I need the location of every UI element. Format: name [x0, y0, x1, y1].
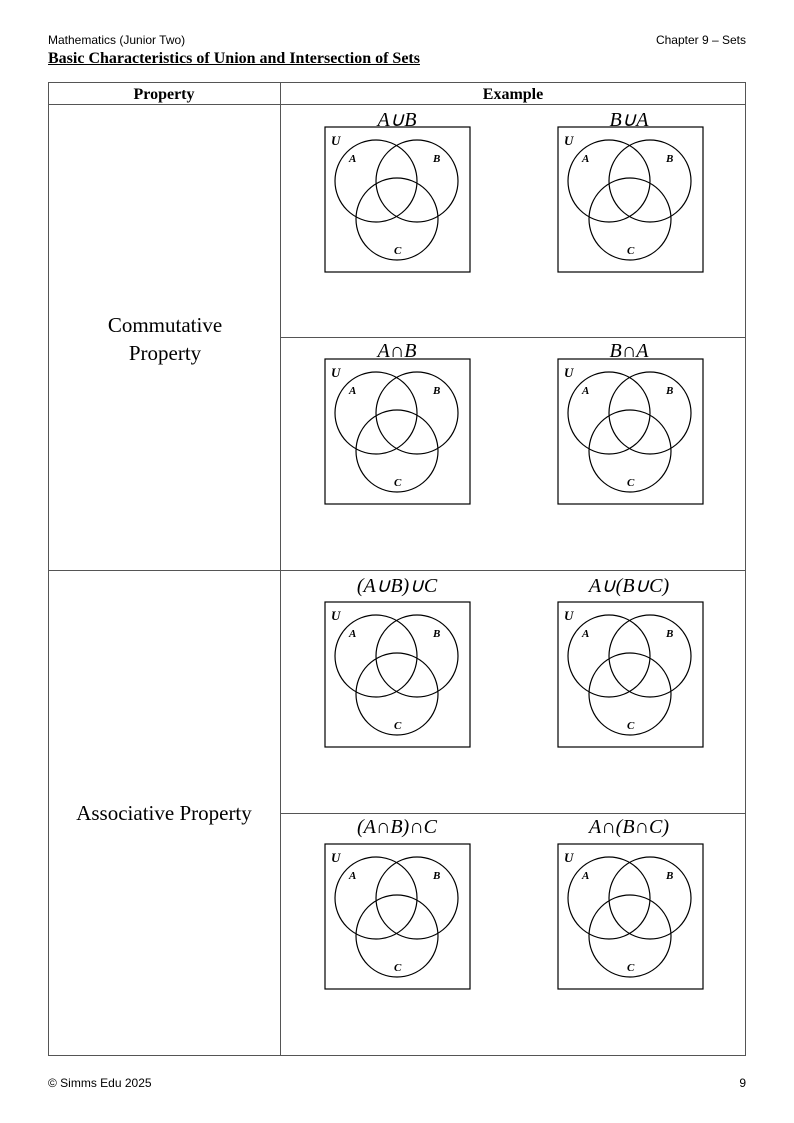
label-b: B	[666, 628, 674, 640]
label-c: C	[394, 245, 402, 257]
label-a: A	[582, 153, 590, 165]
label-c: C	[627, 720, 635, 732]
label-u: U	[331, 608, 341, 623]
label-c: C	[394, 720, 402, 732]
label-u: U	[564, 365, 574, 380]
label-a: A	[582, 628, 590, 640]
venn-diagram	[324, 601, 471, 748]
footer-copyright: © Simms Edu 2025	[48, 1076, 152, 1090]
header-subject: Mathematics (Junior Two)	[48, 33, 186, 47]
venn-diagram	[557, 126, 704, 273]
column-header-example: Example	[482, 86, 544, 103]
property-commutative: Commutative Property	[107, 313, 223, 365]
document-title: Basic Characteristics of Union and Intersection of Sets	[48, 50, 420, 67]
formula-intersection-assoc-left: (A∩B)∩C	[357, 816, 437, 838]
property-associative: Associative Property	[76, 801, 252, 825]
label-c: C	[627, 962, 635, 974]
formula-intersection-assoc-right: A∩(B∩C)	[589, 816, 669, 838]
formula-intersection-ab: A∩B	[377, 340, 417, 362]
label-a: A	[349, 628, 357, 640]
label-b: B	[666, 870, 674, 882]
label-u: U	[331, 365, 341, 380]
label-b: B	[433, 385, 441, 397]
label-c: C	[394, 477, 402, 489]
label-u: U	[564, 850, 574, 865]
venn-diagram	[557, 601, 704, 748]
label-b: B	[666, 385, 674, 397]
label-b: B	[433, 628, 441, 640]
formula-union-assoc-right: A∪(B∪C)	[588, 575, 670, 597]
label-c: C	[394, 962, 402, 974]
label-c: C	[627, 477, 635, 489]
header-chapter: Chapter 9 – Sets	[655, 33, 746, 47]
label-u: U	[331, 850, 341, 865]
label-a: A	[349, 153, 357, 165]
label-u: U	[331, 133, 341, 148]
venn-diagram	[324, 126, 471, 273]
label-b: B	[433, 153, 441, 165]
formula-union-ba: B∪A	[609, 109, 649, 131]
label-a: A	[582, 870, 590, 882]
label-a: A	[349, 870, 357, 882]
label-u: U	[564, 133, 574, 148]
label-a: A	[349, 385, 357, 397]
formula-union-ab: A∪B	[377, 109, 417, 131]
venn-diagram	[557, 358, 704, 505]
formula-union-assoc-left: (A∪B)∪C	[356, 575, 438, 597]
footer-page-number: 9	[739, 1076, 746, 1090]
venn-diagram	[557, 843, 704, 990]
label-u: U	[564, 608, 574, 623]
label-c: C	[627, 245, 635, 257]
venn-diagram	[324, 843, 471, 990]
column-header-property: Property	[133, 86, 195, 103]
label-b: B	[666, 153, 674, 165]
venn-diagram	[324, 358, 471, 505]
label-a: A	[582, 385, 590, 397]
formula-intersection-ba: B∩A	[609, 340, 649, 362]
label-b: B	[433, 870, 441, 882]
